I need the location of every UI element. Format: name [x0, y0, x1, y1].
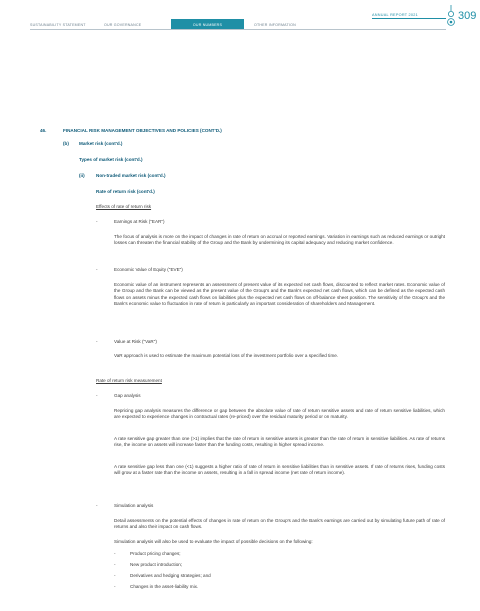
tab-our-governance[interactable]: OUR GOVERNANCE [104, 22, 142, 27]
gap-paragraph-2: A rate sensitive gap greater than one (>1) implies that the rate of return in sensitive assets is greater than the rate of return in sensitive liabilities. As rate of returns rise, the income on assets will increase faster than the funding costs, resulting in higher spread income. [114, 436, 445, 448]
bullet-dash: - [96, 393, 98, 398]
page-header [0, 0, 480, 34]
bullet-dash: - [96, 219, 98, 224]
bullet-dash: - [114, 551, 116, 556]
var-paragraph: VaR approach is used to estimate the maximum potential loss of the investment portfolio over a specified time. [114, 353, 339, 358]
nontraded-title: Non-traded market risk (cont'd.) [96, 173, 166, 178]
section-title: FINANCIAL RISK MANAGEMENT OBJECTIVES AND POLICIES (CONT'D.) [63, 128, 222, 133]
bullet-dash: - [114, 562, 116, 567]
gap-paragraph-3: A rate sensitive gap less than one (<1) suggests a higher ratio of rate of return in sensitive liabilities than in sensitive assets. If rate of returns rises, funding costs will grow at a faster rate than the income on assets, resulting in a fall in spread income (net rate of return income). [114, 464, 445, 476]
sim-paragraph-2: Simulation analysis will also be used to evaluate the impact of possible decisions on the following: [114, 539, 313, 544]
ear-paragraph: The focus of analysis is more on the impact of changes in rate of return on accrual or reported earnings. Variation in earnings such as reduced earnings or outright losses can threaten the financial stability of the Group and the Bank by undermining its capital adequacy and reducing market confidence. [114, 234, 445, 246]
page-number: 309 [458, 10, 477, 22]
ror-title: Rate of return risk (cont'd.) [96, 189, 155, 194]
gap-paragraph-1: Repricing gap analysis measures the difference or gap between the absolute value of rate of return sensitive assets and rate of return sensitive liabilities, which are expected to experience changes in contractual rates (re-priced) over the residual maturity period or on maturity. [114, 408, 445, 420]
sim-paragraph-1: Detail assessments on the potential effects of changes in rate of return on the Group's and the Bank's earnings are carried out by simulating future path of rate of returns and also their impact on cash flows. [114, 518, 445, 530]
eve-paragraph: Economic value of an instrument represents an assessment of present value of its expected net cash flows, discounted to reflect market rates. Economic value of the Group and the Bank can be viewed as the present value of the Group's and the Bank's expected net cash flows, which can be defined as the expected cash flows on assets minus the expected cash flows on liabilities plus the expected net cash flows on off-balance sheet position. The sensitivity of the Group's and the Bank's economic value to fluctuation in rate of return is particularly an important consideration of shareholders and Management. [114, 282, 445, 306]
bullet-dash: - [114, 584, 116, 589]
report-label-underline [372, 18, 446, 19]
bullet-dash: - [96, 339, 98, 344]
header-divider [30, 29, 446, 30]
tab-other-information[interactable]: OTHER INFORMATION [254, 22, 296, 27]
subsection-letter: (b) [63, 141, 69, 146]
brand-mark-icon [444, 5, 458, 31]
bullet-dash: - [114, 573, 116, 578]
var-title: Value at Risk ("VaR") [114, 339, 157, 344]
sim-list-item: New product introduction; [130, 562, 183, 567]
sim-title: Simulation analysis [114, 503, 154, 508]
bullet-dash: - [96, 503, 98, 508]
section-number: 46. [40, 128, 47, 133]
tab-sustainability-statement[interactable]: SUSTAINABILITY STATEMENT [30, 22, 86, 27]
measurement-heading: Rate of return risk measurement [96, 378, 162, 383]
sim-list-item: Product pricing changes; [130, 551, 181, 556]
ear-title: Earnings at Risk ("EAR") [114, 219, 165, 224]
tab-our-numbers[interactable]: OUR NUMBERS [171, 19, 244, 30]
types-title: Types of market risk (cont'd.) [79, 157, 143, 162]
bullet-dash: - [96, 267, 98, 272]
sim-list-item: Changes in the asset-liability mix. [130, 584, 199, 589]
effects-heading: Effects of rate of return risk [96, 204, 152, 209]
roman-numeral: (ii) [79, 173, 85, 178]
eve-title: Economic Value of Equity ("EVE") [114, 267, 183, 272]
report-label: ANNUAL REPORT 2021 [372, 13, 419, 17]
gap-title: Gap analysis [114, 393, 141, 398]
sim-list-item: Derivatives and hedging strategies; and [130, 573, 211, 578]
subsection-title: Market risk (cont'd.) [79, 141, 123, 146]
